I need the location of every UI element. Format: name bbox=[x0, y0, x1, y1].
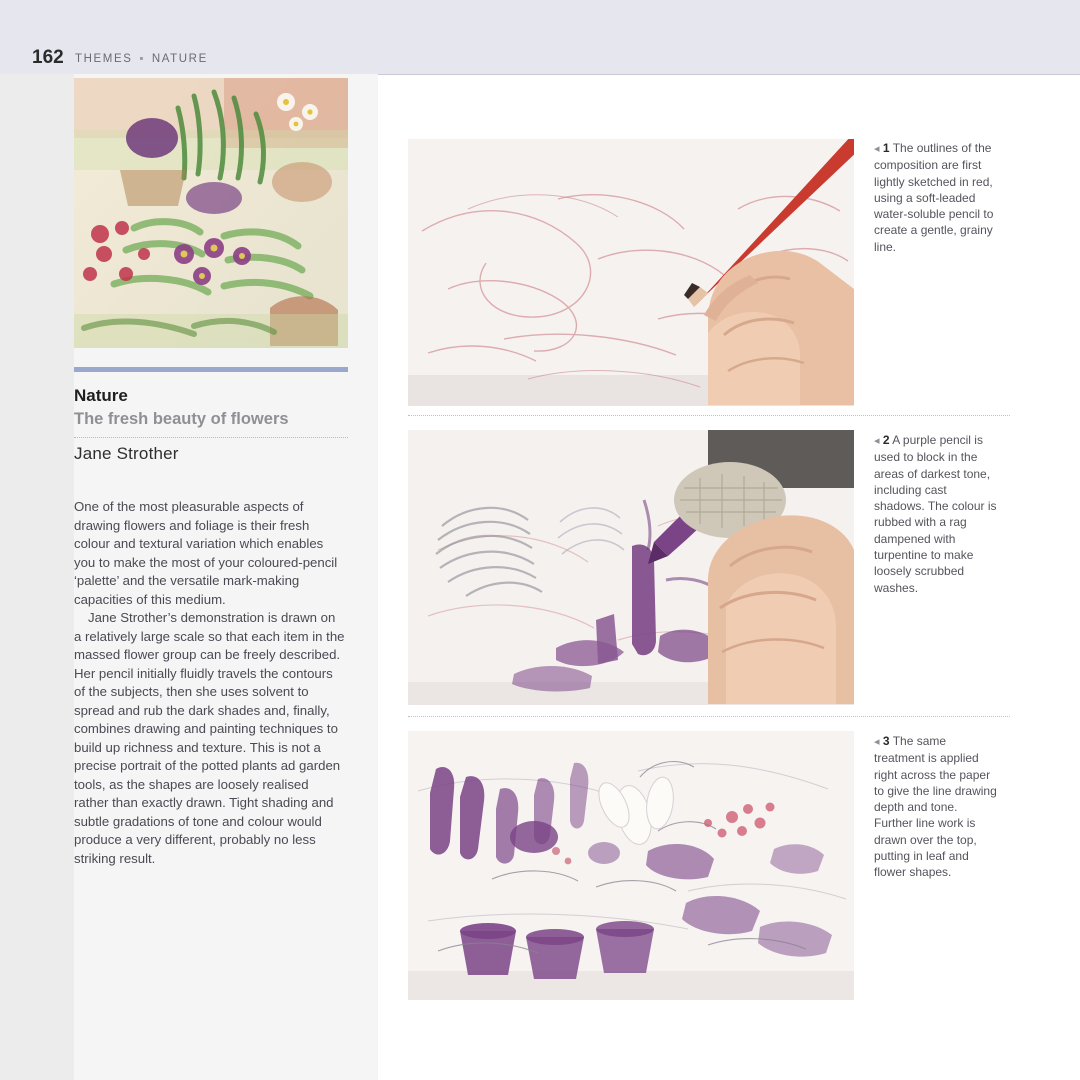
section-subtitle: The fresh beauty of flowers bbox=[74, 410, 289, 428]
article-body bbox=[74, 498, 346, 868]
step-3-illustration bbox=[408, 731, 854, 1000]
caption-arrow-icon: ◂ bbox=[874, 435, 880, 447]
step-2-photo bbox=[408, 430, 854, 705]
body-paragraph-2: Jane Strother’s demonstration is drawn on a relatively large scale so that each item in the massed flower group can be freely described. Her pencil initially fluidly travels the contours of the subjects, then she uses solvent to spread and rub the dark shades and, finally, combines drawing and painting techniques to build up richness and texture. This is not a precise portrait of the potted plants ad garden tools, as the shapes are loosely realised rather than exactly drawn. Tight shading and subtle gradations of tone and colour would produce a very different, probably no less striking result. bbox=[74, 610, 345, 866]
step-1-caption bbox=[874, 140, 998, 255]
breadcrumb-item-nature: NATURE bbox=[151, 53, 208, 65]
section-accent-rule bbox=[74, 367, 348, 372]
step-2-divider bbox=[408, 716, 1010, 717]
step-3-caption-text: The same treatment is applied right across the paper to give the line drawing depth and tone. Further line work is drawn over the top, putting in leaf and flower shapes. bbox=[874, 734, 997, 880]
step-2-illustration bbox=[408, 430, 854, 705]
step-1-divider bbox=[408, 415, 1010, 416]
left-margin-rail bbox=[0, 74, 74, 1080]
breadcrumb-separator-icon: ▪ bbox=[139, 53, 146, 65]
section-title: Nature bbox=[74, 386, 128, 405]
caption-arrow-icon: ◂ bbox=[874, 143, 880, 155]
step-1-illustration bbox=[408, 139, 854, 406]
step-3-photo bbox=[408, 731, 854, 1000]
caption-arrow-icon: ◂ bbox=[874, 736, 880, 748]
step-1-photo bbox=[408, 139, 854, 406]
author-name: Jane Strother bbox=[74, 444, 179, 463]
step-2-number: 2 bbox=[882, 433, 890, 447]
author-divider bbox=[74, 437, 348, 438]
step-2-caption bbox=[874, 432, 998, 596]
body-paragraph-1: One of the most pleasurable aspects of drawing flowers and foliage is their fresh colour and textural variation which enables you to make the most of your coloured-pencil ‘palette’ and the versatile mark-making capacities of this medium. bbox=[74, 499, 338, 607]
step-1-number: 1 bbox=[882, 141, 890, 155]
step-3-number: 3 bbox=[882, 734, 890, 748]
page-number: 162 bbox=[32, 47, 64, 68]
breadcrumb bbox=[75, 53, 208, 65]
step-2-caption-text: A purple pencil is used to block in the areas of darkest tone, including cast shadows. The colour is rubbed with a rag dampened with turpentine to make loosely scrubbed washes. bbox=[874, 433, 997, 595]
step-1-caption-text: The outlines of the composition are first lightly sketched in red, using a soft-leaded water-soluble pencil to create a gentle, grainy line. bbox=[874, 141, 994, 254]
breadcrumb-item-themes: THEMES bbox=[75, 53, 133, 65]
step-3-caption bbox=[874, 733, 998, 881]
coloured-pencil-artwork-illustration bbox=[74, 78, 348, 348]
chapter-thumbnail-image bbox=[74, 78, 348, 348]
